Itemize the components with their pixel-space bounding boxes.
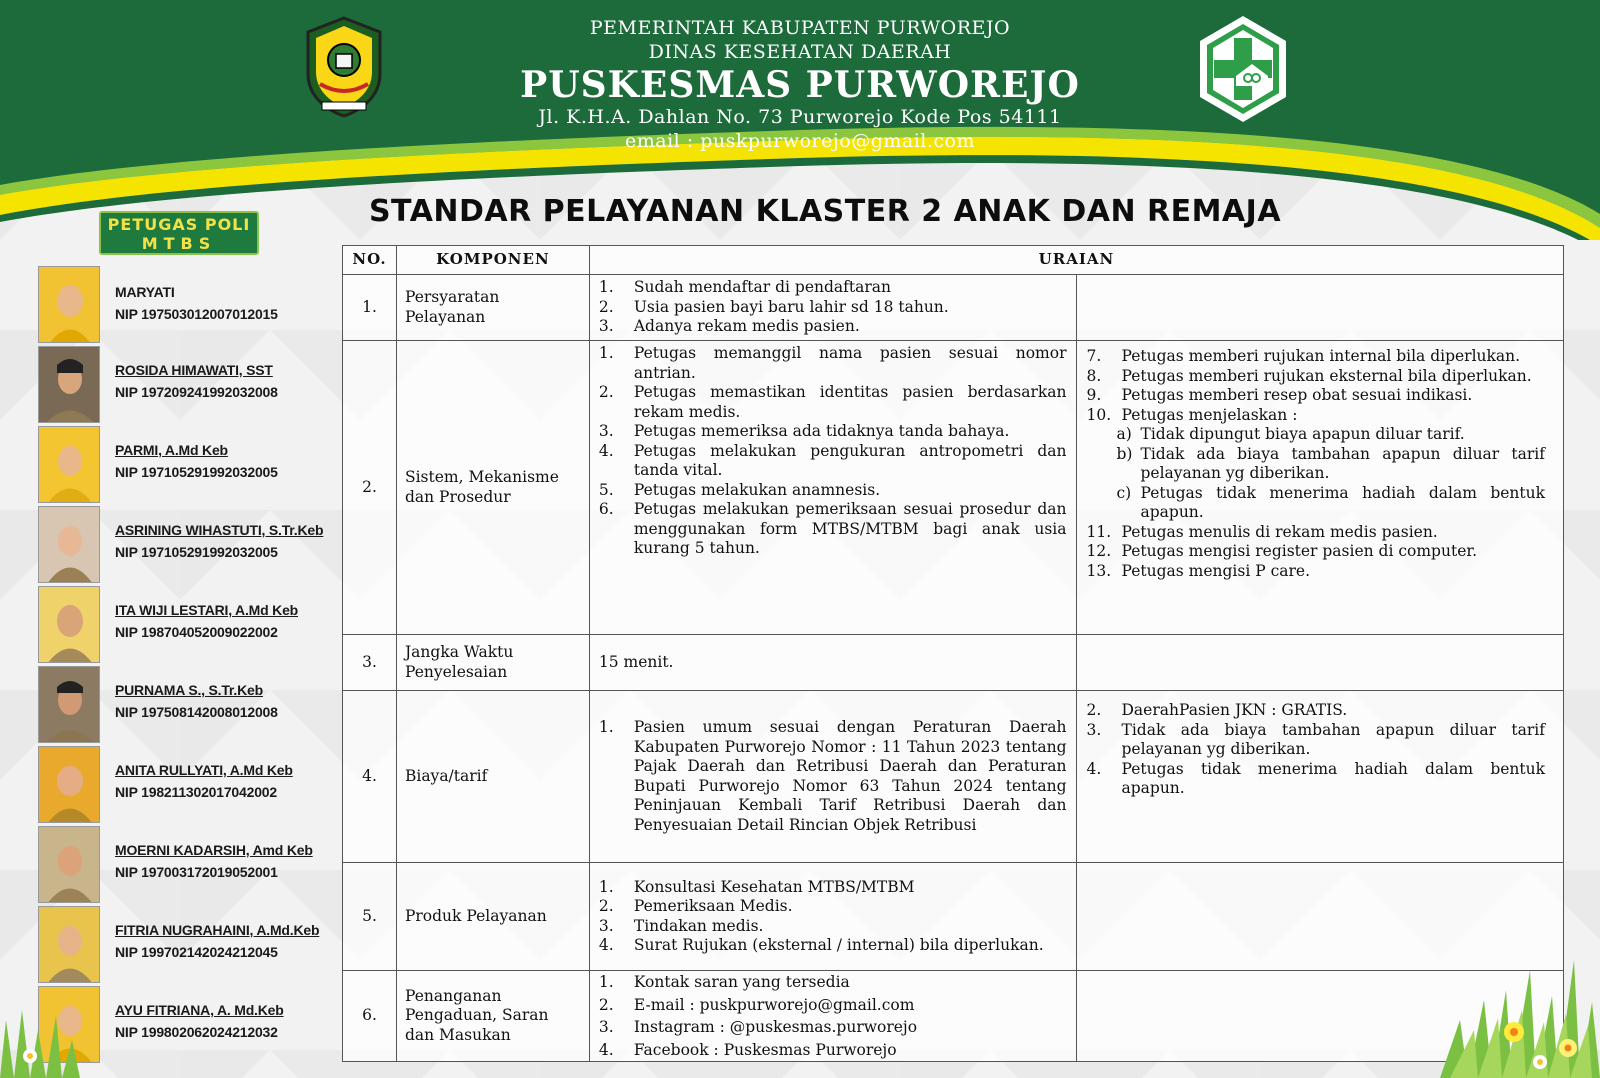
list-item <box>1087 367 1546 387</box>
staff-card <box>38 346 338 426</box>
list-num: 4. <box>598 936 614 954</box>
grass-flowers-decoration <box>1440 930 1600 1078</box>
staff-name: PARMI, A.Md Keb <box>115 442 228 458</box>
list-item <box>1087 523 1546 543</box>
sub-list-item <box>1117 445 1546 484</box>
staff-nip: NIP 199802062024212032 <box>115 1024 278 1040</box>
list-text: Kontak saran yang tersedia <box>633 973 850 991</box>
staff-card <box>38 826 338 906</box>
list-item <box>1087 721 1546 760</box>
list-item <box>599 994 1067 1017</box>
staff-name: FITRIA NUGRAHAINI, A.Md.Keb <box>115 922 320 938</box>
staff-name: ITA WIJI LESTARI, A.Md Keb <box>115 602 299 618</box>
list-text: Petugas memeriksa ada tidaknya tanda bahaya. <box>633 422 1010 440</box>
list-item <box>1087 760 1546 799</box>
list-text: Instagram : @puskesmas.purworejo <box>633 1018 918 1036</box>
list-num: 13. <box>1086 561 1112 580</box>
list-item <box>599 718 1067 835</box>
row-komponen: Penanganan Pengaduan, Saran dan Masukan <box>396 971 589 1062</box>
staff-nip: NIP 197508142008012008 <box>115 704 278 720</box>
list-num: 12. <box>1086 542 1112 560</box>
list-item <box>599 917 1067 937</box>
list-item <box>1087 386 1546 406</box>
list-num: 2. <box>1086 701 1102 719</box>
list-item <box>599 936 1067 956</box>
list-num: 3. <box>598 1018 614 1036</box>
list-num: 3. <box>598 916 614 935</box>
row-komponen: Biaya/tarif <box>396 691 589 863</box>
table-row <box>343 863 1564 971</box>
row-no: 1. <box>343 275 397 341</box>
list-item <box>599 298 1067 318</box>
list-num: 2. <box>598 995 614 1014</box>
list-num: 4. <box>598 1040 614 1059</box>
list-num: 6. <box>598 500 614 518</box>
row-uraian-a <box>589 971 1076 1062</box>
list-text: Facebook : Puskesmas Purworejo <box>633 1040 897 1059</box>
list-num: 4. <box>598 441 614 460</box>
list-text: E-mail : puskpurworejo@gmail.com <box>633 995 915 1014</box>
list-text: Petugas melakukan pengukuran antropometri dan tanda vital. <box>633 441 1067 479</box>
row-uraian-a: 15 menit. <box>589 635 1076 691</box>
staff-photo <box>38 826 100 903</box>
staff-name: PURNAMA S., S.Tr.Keb <box>115 682 263 698</box>
list-num: 7. <box>1086 347 1102 365</box>
service-standard-table <box>342 245 1564 1062</box>
staff-list <box>38 266 338 1066</box>
list-num: 9. <box>1086 386 1102 404</box>
table-row <box>343 341 1564 635</box>
staff-photo <box>38 346 100 423</box>
row-uraian-b <box>1076 691 1564 863</box>
list-item <box>599 317 1067 337</box>
staff-nip: NIP 198704052009022002 <box>115 624 278 640</box>
list-item <box>1087 347 1546 367</box>
list-text: Petugas tidak menerima hadiah dalam bentuk apapun. <box>1140 483 1545 521</box>
list-item <box>599 897 1067 917</box>
list-item <box>599 878 1067 898</box>
staff-nip: NIP 199702142024212045 <box>115 944 278 960</box>
staff-name: ASRINING WIHASTUTI, S.Tr.Keb <box>115 522 324 538</box>
row-no: 3. <box>343 635 397 691</box>
sub-list-item <box>1117 425 1546 445</box>
row-no: 2. <box>343 341 397 635</box>
list-item <box>1087 406 1546 426</box>
header-uraian: URAIAN <box>589 246 1563 275</box>
list-num: 3. <box>1086 720 1102 739</box>
list-num: 10. <box>1086 405 1112 424</box>
header-title: PUSKESMAS PURWOREJO <box>520 64 1080 106</box>
staff-nip: NIP 197105291992032005 <box>115 544 278 560</box>
header-address: Jl. K.H.A. Dahlan No. 73 Purworejo Kode Pos 54111 <box>538 106 1062 128</box>
grass-decoration-left <box>0 960 90 1078</box>
list-item <box>599 442 1067 481</box>
list-num: 11. <box>1086 522 1112 541</box>
list-item <box>599 278 1067 298</box>
row-komponen: Produk Pelayanan <box>396 863 589 971</box>
list-text: Tidak ada biaya tambahan apapun diluar tarif pelayanan yg diberikan. <box>1121 720 1545 758</box>
staff-name: MOERNI KADARSIH, Amd Keb <box>115 842 313 858</box>
list-text: Sudah mendaftar di pendaftaran <box>633 278 891 297</box>
list-num: b) <box>1116 444 1133 463</box>
list-num: 1. <box>598 278 614 297</box>
row-komponen: Sistem, Mekanisme dan Prosedur <box>396 341 589 635</box>
list-item <box>599 1039 1067 1062</box>
staff-photo <box>38 586 100 663</box>
staff-card <box>38 746 338 826</box>
header-komponen: KOMPONEN <box>396 246 589 275</box>
staff-name: AYU FITRIANA, A. Md.Keb <box>115 1002 284 1018</box>
header-line2: DINAS KESEHATAN DAERAH <box>648 41 952 63</box>
list-item <box>599 500 1067 559</box>
header-line1: PEMERINTAH KABUPATEN PURWOREJO <box>589 17 1011 39</box>
row-uraian-b <box>1076 275 1564 341</box>
staff-card <box>38 666 338 746</box>
list-item <box>1087 701 1546 721</box>
header-no: NO. <box>343 246 397 275</box>
list-num: 2. <box>598 383 614 401</box>
list-text: Surat Rujukan (eksternal / internal) bila diperlukan. <box>633 936 1044 954</box>
row-komponen: Jangka Waktu Penyelesaian <box>396 635 589 691</box>
staff-name: MARYATI <box>115 284 175 300</box>
list-num: 1. <box>598 877 614 896</box>
list-text: Pemeriksaan Medis. <box>633 897 793 915</box>
list-num: 3. <box>598 422 614 440</box>
list-text: DaerahPasien JKN : GRATIS. <box>1121 701 1348 719</box>
list-text: Petugas melakukan anamnesis. <box>633 480 881 499</box>
list-text: Tidak ada biaya tambahan apapun diluar tarif pelayanan yg diberikan. <box>1140 444 1545 482</box>
list-text: Petugas memberi rujukan internal bila diperlukan. <box>1121 347 1521 365</box>
list-item <box>599 481 1067 501</box>
staff-panel-title <box>99 211 259 255</box>
staff-card <box>38 506 338 586</box>
list-num: 1. <box>598 973 614 991</box>
table-row <box>343 635 1564 691</box>
staff-card <box>38 586 338 666</box>
list-text: Tidak dipungut biaya apapun diluar tarif. <box>1140 425 1465 443</box>
staff-title-line2: MTBS <box>141 234 217 253</box>
list-text: Usia pasien bayi baru lahir sd 18 tahun. <box>633 297 949 316</box>
list-text: Petugas mengisi register pasien di computer. <box>1121 542 1478 560</box>
row-uraian-a <box>589 341 1076 635</box>
row-uraian-a <box>589 275 1076 341</box>
staff-card <box>38 426 338 506</box>
staff-nip: NIP 198211302017042002 <box>115 784 277 800</box>
list-num: 1. <box>598 344 614 362</box>
list-num: c) <box>1116 483 1132 502</box>
list-item <box>599 422 1067 442</box>
row-uraian-b <box>1076 341 1564 635</box>
staff-nip: NIP 197105291992032005 <box>115 464 278 480</box>
staff-name: ROSIDA HIMAWATI, SST <box>115 362 273 378</box>
list-text: Konsultasi Kesehatan MTBS/MTBM <box>633 877 915 896</box>
row-uraian-a <box>589 863 1076 971</box>
list-text: Petugas memastikan identitas pasien berdasarkan rekam medis. <box>633 383 1067 421</box>
list-item <box>599 971 1067 994</box>
list-text: Petugas tidak menerima hadiah dalam bentuk apapun. <box>1121 759 1545 797</box>
list-num: 8. <box>1086 366 1102 385</box>
table-row <box>343 691 1564 863</box>
list-text: Petugas menjelaskan : <box>1121 405 1298 424</box>
list-text: Pasien umum sesuai dengan Peraturan Daerah Kabupaten Purworejo Nomor : 11 Tahun 2023 tentang Pajak Daerah dan Retribusi Daerah dan Peraturan Bupati Purworejo Nomor 63 Tahun 2024 tentang Peninjauan Kembali Tarif Retribusi Daerah dan Penyesuaian Detail Rincian Objek Retribusi <box>633 718 1067 834</box>
header-text <box>0 16 1600 153</box>
staff-photo <box>38 746 100 823</box>
main-title: STANDAR PELAYANAN KLASTER 2 ANAK DAN REMAJA <box>368 194 1282 229</box>
list-text: Adanya rekam medis pasien. <box>633 317 860 336</box>
list-num: 3. <box>598 317 614 336</box>
table-row <box>343 971 1564 1062</box>
list-num: 4. <box>1086 759 1102 778</box>
table-header-row <box>343 246 1564 275</box>
list-text: Petugas menulis di rekam medis pasien. <box>1121 522 1438 541</box>
table-row <box>343 275 1564 341</box>
list-text: Petugas memberi resep obat sesuai indikasi. <box>1121 386 1473 404</box>
staff-card <box>38 266 338 346</box>
list-num: 5. <box>598 480 614 499</box>
list-item <box>599 344 1067 383</box>
staff-name: ANITA RULLYATI, A.Md Keb <box>115 762 293 778</box>
list-num: a) <box>1116 425 1132 443</box>
row-uraian-b <box>1076 635 1564 691</box>
list-num: 1. <box>598 718 614 736</box>
row-komponen: Persyaratan Pelayanan <box>396 275 589 341</box>
row-uraian-a <box>589 691 1076 863</box>
staff-nip: NIP 197003172019052001 <box>115 864 278 880</box>
list-text: Petugas mengisi P care. <box>1121 561 1311 580</box>
list-item <box>599 383 1067 422</box>
row-no: 4. <box>343 691 397 863</box>
staff-nip: NIP 197503012007012015 <box>115 306 278 322</box>
staff-photo <box>38 266 100 343</box>
staff-nip: NIP 197209241992032008 <box>115 384 278 400</box>
staff-photo <box>38 666 100 743</box>
list-item <box>1087 562 1546 582</box>
staff-photo <box>38 506 100 583</box>
sub-list-item <box>1117 484 1546 523</box>
list-item <box>599 1016 1067 1039</box>
row-no: 5. <box>343 863 397 971</box>
list-num: 2. <box>598 897 614 915</box>
row-no: 6. <box>343 971 397 1062</box>
staff-photo <box>38 426 100 503</box>
list-text: Petugas memberi rujukan eksternal bila diperlukan. <box>1121 366 1532 385</box>
header-email: email : puskpurworejo@gmail.com <box>624 130 976 152</box>
list-text: Petugas melakukan pemeriksaan sesuai prosedur dan menggunakan form MTBS/MTBM bagi anak usia kurang 5 tahun. <box>633 500 1067 557</box>
staff-title-line1: PETUGAS POLI <box>107 215 251 234</box>
list-text: Petugas memanggil nama pasien sesuai nomor antrian. <box>633 344 1067 382</box>
list-text: Tindakan medis. <box>633 916 764 935</box>
list-num: 2. <box>598 297 614 316</box>
list-item <box>1087 542 1546 562</box>
